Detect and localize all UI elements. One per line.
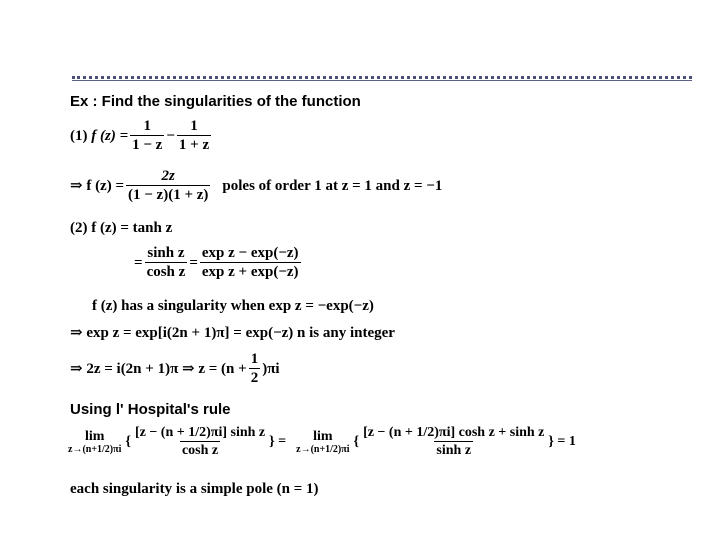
limit-1: lim z→(n+1/2)πi bbox=[68, 428, 122, 456]
fraction-sinh-cosh: $\frac{\text{sinh z}}{\text{cosh z}}$ bbox=[146, 245, 186, 281]
conclusion: each singularity is a simple pole (n = 1) bbox=[70, 481, 319, 497]
equation-6: ⇒ exp z = exp[i(2n + 1)π] = exp(−z) n is any integer bbox=[70, 325, 395, 341]
implies-lhs: ⇒ f (z) = bbox=[70, 177, 125, 194]
equation-9: lim z→(n+1/2)πi { $\frac{\text{[z − (n + 1/2)πi] sinh z}}{\text{cosh z}}$ } = lim z→(n+1/2)πi { $\frac{\text{[z − (n + 1/2)πi] cosh z + sinh z}}{\text{sinh z}}$ } = 1 bbox=[68, 425, 576, 459]
header-rule bbox=[72, 76, 692, 79]
fraction-limit-2: $\frac{\text{[z − (n + 1/2)πi] cosh z + sinh z}}{\text{sinh z}}$ bbox=[363, 425, 545, 459]
poles-note: poles of order 1 at z = 1 and z = −1 bbox=[222, 177, 443, 194]
part-label-1: (1) bbox=[70, 127, 88, 144]
equation-2 bbox=[70, 168, 442, 205]
minus-sign: − bbox=[166, 127, 175, 144]
example-title: Ex : Find the singularities of the function bbox=[70, 93, 361, 110]
fraction-half: $\frac{1}{2}$ bbox=[250, 351, 259, 387]
fraction-2z: $\frac{2z}{(1 - z)(1 + z)}$ bbox=[128, 168, 209, 204]
equation-7: ⇒ 2z = i(2n + 1)π ⇒ z = (n + $\frac{1}{2}$ )πi bbox=[70, 351, 280, 387]
fraction-1: $\frac{1}{1 - z}$ bbox=[132, 118, 163, 154]
fraction-exp: $\frac{\text{exp z − exp(−z)}}{\text{exp z + exp(−z)}}$ bbox=[201, 245, 299, 281]
equation-1 bbox=[70, 118, 213, 155]
fraction-2: $\frac{1}{1 + z}$ bbox=[178, 118, 210, 154]
fraction-limit-1: $\frac{\text{[z − (n + 1/2)πi] sinh z}}{\text{cosh z}}$ bbox=[134, 425, 266, 459]
limit-2: lim z→(n+1/2)πi bbox=[296, 428, 350, 456]
equation-3: (2) f (z) = tanh z bbox=[70, 220, 173, 236]
hospital-rule-heading: Using l' Hospital's rule bbox=[70, 401, 231, 418]
lhs-f: f (z) = bbox=[91, 127, 129, 144]
header-rule-line bbox=[72, 80, 692, 81]
equation-4: = $\frac{\text{sinh z}}{\text{cosh z}}$ = $\frac{\text{exp z − exp(−z)}}{\text{exp z + exp(−z)}}$ bbox=[134, 245, 299, 281]
equation-5: f (z) has a singularity when exp z = −exp(−z) bbox=[92, 298, 374, 314]
